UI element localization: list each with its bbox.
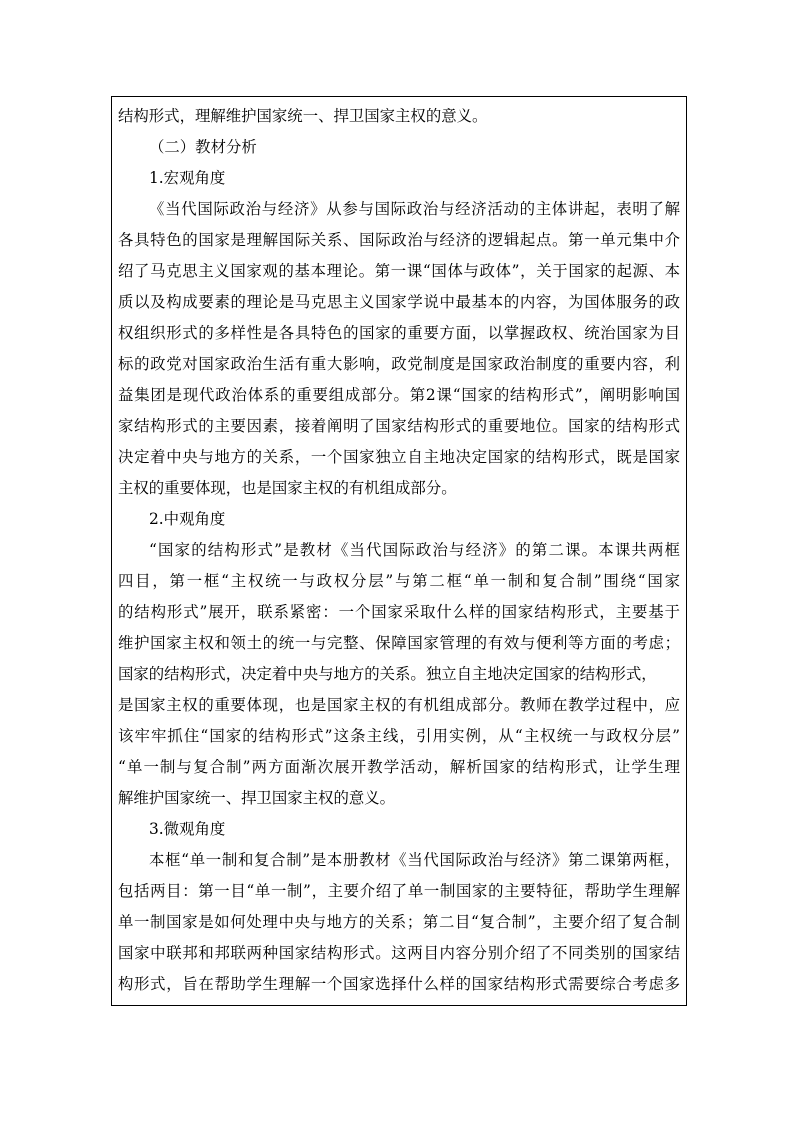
text-line: 包括两目：第一目“单一制”，主要介绍了单一制国家的主要特征，帮助学生理解 — [118, 882, 680, 900]
text-line: 本框“单一制和复合制”是本册教材《当代国际政治与经济》第二课第两框， — [149, 851, 680, 869]
text-line: 结构形式，理解维护国家统一、捍卫国家主权的意义。 — [118, 107, 488, 125]
text-line: “单一制与复合制”两方面渐次展开教学活动，解析国家的结构形式，让学生理 — [118, 758, 680, 776]
text-line: 各具特色的国家是理解国际关系、国际政治与经济的逻辑起点。第一单元集中介 — [118, 231, 680, 249]
text-line: 的结构形式”展开，联系紧密：一个国家采取什么样的国家结构形式，主要基于 — [118, 603, 680, 621]
text-line: 构形式，旨在帮助学生理解一个国家选择什么样的国家结构形式需要综合考虑多 — [118, 975, 680, 993]
text-line: 决定着中央与地方的关系，一个国家独立自主地决定国家的结构形式，既是国家 — [118, 448, 680, 466]
text-line: 国家中联邦和邦联两种国家结构形式。这两目内容分别介绍了不同类别的国家结 — [118, 944, 680, 962]
text-line: 标的政党对国家政治生活有重大影响，政党制度是国家政治制度的重要内容，利 — [118, 355, 680, 373]
text-line: 质以及构成要素的理论是马克思主义国家学说中最基本的内容，为国体服务的政 — [118, 293, 680, 311]
text-line: 单一制国家是如何处理中央与地方的关系；第二目“复合制”，主要介绍了复合制 — [118, 913, 680, 931]
document-table-cell — [111, 96, 687, 1006]
text-line: 《当代国际政治与经济》从参与国际政治与经济活动的主体讲起，表明了解 — [149, 200, 680, 218]
document-body — [118, 101, 680, 1000]
text-line: 解维护国家统一、捍卫国家主权的意义。 — [118, 789, 396, 807]
text-line: 益集团是现代政治体系的重要组成部分。第2课“国家的结构形式”，阐明影响国 — [118, 386, 680, 404]
section-heading: （二）教材分析 — [149, 138, 257, 156]
text-line: 国家的结构形式，决定着中央与地方的关系。独立自主地决定国家的结构形式， — [118, 665, 657, 683]
subsection-heading: 2.中观角度 — [149, 510, 226, 528]
text-line: 该牢牢抓住“国家的结构形式”这条主线，引用实例，从“主权统一与政权分层” — [118, 727, 680, 745]
text-line: 维护国家主权和领土的统一与完整、保障国家管理的有效与便利等方面的考虑； — [118, 634, 680, 652]
text-line: 家结构形式的主要因素，接着阐明了国家结构形式的重要地位。国家的结构形式 — [118, 417, 680, 435]
text-line: 绍了马克思主义国家观的基本理论。第一课“国体与政体”，关于国家的起源、本 — [118, 262, 680, 280]
subsection-heading: 3.微观角度 — [149, 820, 226, 838]
text-line: 是国家主权的重要体现，也是国家主权的有机组成部分。教师在教学过程中，应 — [118, 696, 680, 714]
text-line: “国家的结构形式”是教材《当代国际政治与经济》的第二课。本课共两框 — [149, 541, 680, 559]
text-line: 权组织形式的多样性是各具特色的国家的重要方面，以掌握政权、统治国家为目 — [118, 324, 680, 342]
subsection-heading: 1.宏观角度 — [149, 169, 226, 187]
text-line: 主权的重要体现，也是国家主权的有机组成部分。 — [118, 479, 457, 497]
text-line: 四目，第一框“主权统一与政权分层”与第二框“单一制和复合制”围绕“国家 — [118, 572, 680, 590]
